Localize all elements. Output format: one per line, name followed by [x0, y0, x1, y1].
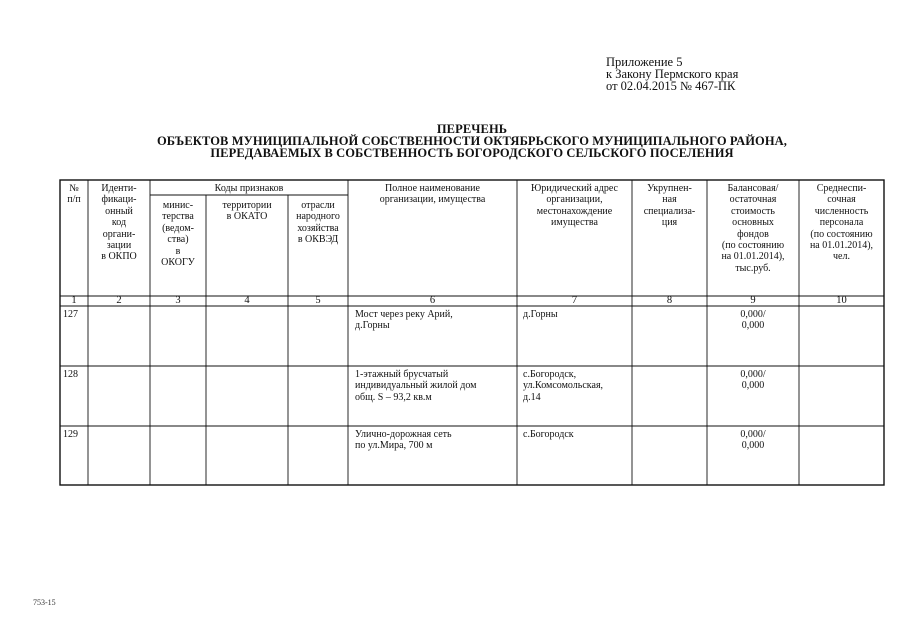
footer-code: 753-15 — [33, 598, 56, 607]
row-name: 1-этажный брусчатый индивидуальный жилой дом общ. S – 93,2 кв.м — [355, 369, 477, 403]
row-balance: 0,000/ 0,000 — [740, 429, 766, 452]
row-address: с.Богородск — [523, 429, 574, 440]
col-number-2: 2 — [116, 295, 122, 306]
header-balance: Балансовая/ остаточная стоимость основных фондов (по состоянию на 01.01.2014), тыс.руб. — [721, 183, 785, 274]
appendix-line-1: Приложение 5 — [606, 55, 683, 69]
row-name: Мост через реку Арий, д.Горны — [355, 309, 453, 332]
header-num — [60, 183, 88, 206]
title-line-1: ПЕРЕЧЕНЬ — [436, 122, 508, 136]
row-num: 129 — [63, 429, 78, 440]
title-line-2: ОБЪЕКТОВ МУНИЦИПАЛЬНОЙ СОБСТВЕННОСТИ ОКТЯБРЬСКОГО МУНИЦИПАЛЬНОГО РАЙОНА, — [156, 134, 788, 148]
col-number-6: 6 — [429, 295, 436, 306]
header-specialization: Укрупнен- ная специализа- ция — [643, 183, 696, 229]
title-line-3: ПЕРЕДАВАЕМЫХ В СОБСТВЕННОСТЬ БОГОРОДСКОГО СЕЛЬСКОГО ПОСЕЛЕНИЯ — [210, 146, 734, 160]
col-number-3: 3 — [175, 295, 181, 306]
header-codes-group: Коды признаков — [214, 183, 284, 194]
header-okpo: Иденти- фикаци- онный код органи- зации в ОКПО — [101, 183, 137, 263]
row-num: 127 — [63, 309, 78, 320]
row-balance: 0,000/ 0,000 — [740, 369, 766, 392]
header-name: Полное наименование организации, имущества — [379, 183, 486, 206]
header-address: Юридический адрес организации, местонахождение имущества — [531, 183, 618, 229]
header-okved: отрасли народного хозяйства в ОКВЭД — [296, 200, 340, 246]
row-name: Улично-дорожная сеть по ул.Мира, 700 м — [355, 429, 452, 452]
col-number-9: 9 — [750, 295, 756, 306]
header-okogu: минис- терства (ведом- ства) в ОКОГУ — [161, 200, 195, 269]
row-address: д.Горны — [523, 309, 558, 320]
col-number-1: 1 — [71, 295, 77, 306]
row-address: с.Богородск, ул.Комсомольская, д.14 — [523, 369, 604, 403]
col-number-7: 7 — [571, 295, 578, 306]
header-num-label: № п/п — [67, 183, 81, 206]
header-staff: Среднеспи- сочная численность персонала (по состоянию на 01.01.2014), чел. — [809, 183, 874, 263]
row-balance: 0,000/ 0,000 — [740, 309, 766, 332]
col-number-8: 8 — [666, 295, 673, 306]
header-okato: территории в ОКАТО — [222, 200, 272, 223]
appendix-line-3: от 02.04.2015 № 467-ПК — [606, 79, 736, 93]
row-num: 128 — [63, 369, 78, 380]
col-number-5: 5 — [315, 295, 321, 306]
col-number-10: 10 — [836, 295, 847, 306]
col-number-4: 4 — [244, 295, 250, 306]
appendix-line-2: к Закону Пермского края — [606, 67, 739, 81]
